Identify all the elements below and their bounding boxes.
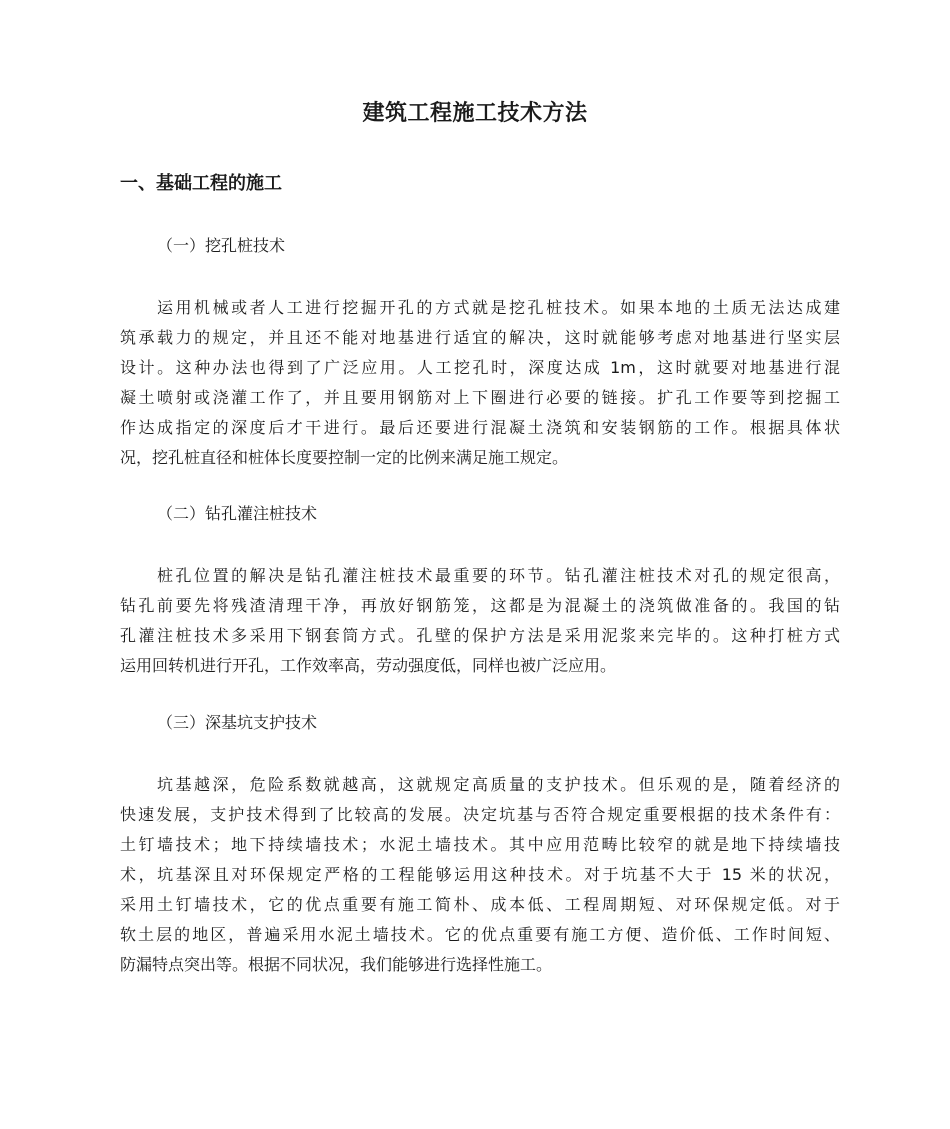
paragraph-line: 孔灌注桩技术多采用下钢套筒方式。孔壁的保护方法是采用泥浆来完毕的。这种打桩方式 — [120, 626, 840, 645]
paragraph-deep-pit-support — [120, 770, 840, 980]
paragraph-line: 快速发展，支护技术得到了比较高的发展。决定坑基与否符合规定重要根据的技术条件有： — [120, 805, 840, 824]
subsection-heading-deep-pit-support: （三）深基坑支护技术 — [157, 713, 318, 732]
paragraph-line: 钻孔前要先将残渣清理干净，再放好钢筋笼，这都是为混凝土的浇筑做准备的。我国的钻 — [120, 596, 840, 615]
section-heading-foundation: 一、基础工程的施工 — [120, 173, 282, 194]
paragraph-line: 软土层的地区，普遍采用水泥土墙技术。它的优点重要有施工方便、造价低、工作时间短、 — [120, 925, 840, 944]
subsection-heading-bored-pile: （二）钻孔灌注桩技术 — [157, 504, 318, 523]
paragraph-line: 采用土钉墙技术，它的优点重要有施工简朴、成本低、工程周期短、对环保规定低。对于 — [120, 895, 840, 914]
paragraph-line: 防漏特点突出等。根据不同状况，我们能够进行选择性施工。 — [120, 955, 553, 974]
paragraph-line: 运用回转机进行开孔，工作效率高，劳动强度低，同样也被广泛应用。 — [120, 656, 617, 675]
paragraph-line: 凝土喷射或浇灌工作了，并且要用钢筋对上下圈进行必要的链接。扩孔工作要等到挖掘工 — [120, 388, 840, 407]
paragraph-line: 坑基越深，危险系数就越高，这就规定高质量的支护技术。但乐观的是，随着经济的 — [157, 775, 840, 794]
paragraph-line: 况，挖孔桩直径和桩体长度要控制一定的比例来满足施工规定。 — [120, 448, 569, 467]
paragraph-line: 运用机械或者人工进行挖掘开孔的方式就是挖孔桩技术。如果本地的土质无法达成建 — [157, 298, 840, 317]
subsection-heading-dug-pile: （一）挖孔桩技术 — [157, 236, 286, 255]
paragraph-line: 桩孔位置的解决是钻孔灌注桩技术最重要的环节。钻孔灌注桩技术对孔的规定很高， — [157, 566, 840, 585]
paragraph-bored-pile — [120, 561, 840, 681]
paragraph-line: 筑承载力的规定，并且还不能对地基进行适宜的解决，这时就能够考虑对地基进行坚实层 — [120, 328, 840, 347]
paragraph-dug-pile — [120, 293, 840, 473]
paragraph-line: 术，坑基深且对环保规定严格的工程能够运用这种技术。对于坑基不大于 15 米的状况， — [120, 865, 840, 884]
paragraph-line: 设计。这种办法也得到了广泛应用。人工挖孔时，深度达成 1m，这时就要对地基进行混 — [120, 358, 840, 377]
paragraph-line: 作达成指定的深度后才干进行。最后还要进行混凝土浇筑和安装钢筋的工作。根据具体状 — [120, 418, 840, 437]
paragraph-line: 土钉墙技术；地下持续墙技术；水泥土墙技术。其中应用范畴比较窄的就是地下持续墙技 — [120, 835, 840, 854]
document-title: 建筑工程施工技术方法 — [362, 101, 588, 126]
